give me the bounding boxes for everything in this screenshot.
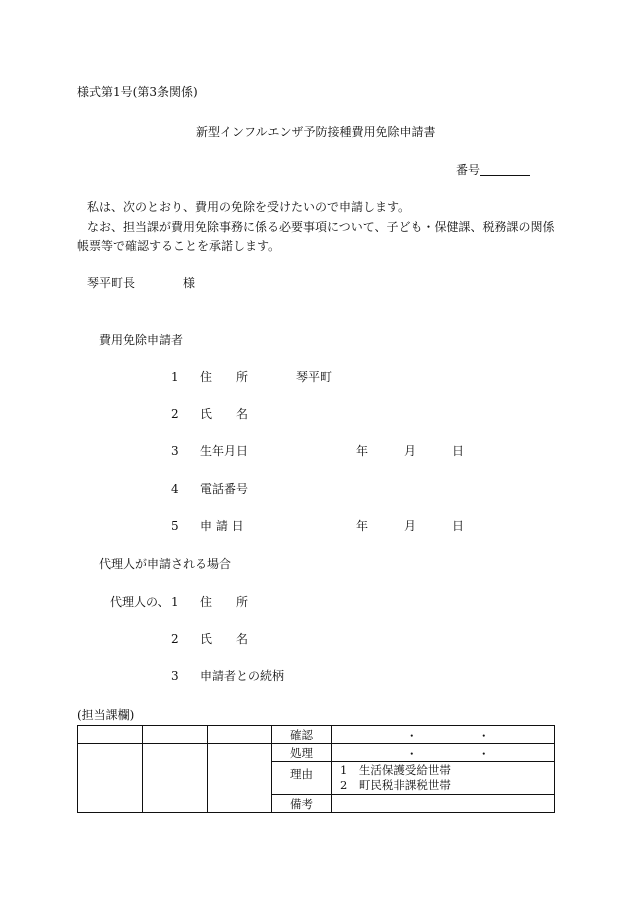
agent-field-no: 3 [171,669,179,683]
number-line [480,163,530,176]
agent-field-no: 1 [171,595,179,609]
number-field[interactable] [456,163,530,176]
stamp-cell-6[interactable] [208,744,272,813]
reason-value-cell[interactable] [332,762,555,795]
reason-label: 理由 [272,762,332,795]
process-dot-1: ・ [406,747,418,761]
reason-item-1: 1 生活保護受給世帯 [340,763,451,777]
table-row [78,726,555,744]
agent-name-label: 氏 名 [200,632,249,646]
applicant-field-no: 5 [171,519,179,533]
agent-section-heading: 代理人が申請される場合 [99,557,232,571]
applicant-field-no: 4 [171,482,179,496]
agent-address-label: 住 所 [200,595,249,609]
intro-line-3: 帳票等で確認することを承諾します。 [77,239,281,253]
intro-line-1: 私は、次のとおり、費用の免除を受けたいので申請します。 [87,200,411,214]
confirm-dot-2: ・ [478,729,490,743]
applicant-birthdate-label: 生年月日 [200,444,249,458]
agent-prefix: 代理人の、 [110,595,170,609]
applicant-field-no: 3 [171,444,179,458]
applicant-phone-label: 電話番号 [200,482,249,496]
stamp-cell-1[interactable] [78,726,143,744]
addressee-honorific: 様 [183,276,196,290]
process-dot-2: ・ [478,747,490,761]
stamp-cell-3[interactable] [208,726,272,744]
agent-relationship-label: 申請者との続柄 [200,669,285,683]
application-day-unit: 日 [452,519,465,533]
remarks-label: 備考 [272,795,332,813]
number-label: 番号 [456,163,481,177]
office-use-label: (担当課欄) [77,708,135,722]
process-label: 処理 [272,744,332,762]
applicant-field-no: 1 [171,370,179,384]
applicant-name-label: 氏 名 [200,407,249,421]
stamp-cell-5[interactable] [143,744,208,813]
table-row [78,744,555,762]
form-number-label: 様式第1号(第3条関係) [77,85,198,99]
applicant-field-no: 2 [171,407,179,421]
remarks-value-cell[interactable] [332,795,555,813]
confirm-value-cell[interactable] [332,726,555,744]
applicant-address-value[interactable]: 琴平町 [296,370,333,384]
process-value-cell[interactable] [332,744,555,762]
application-year-unit: 年 [356,519,369,533]
applicant-address-label: 住 所 [200,370,249,384]
agent-field-no: 2 [171,632,179,646]
stamp-cell-2[interactable] [143,726,208,744]
application-month-unit: 月 [404,519,417,533]
addressee-name: 琴平町長 [87,276,136,290]
applicant-section-heading: 費用免除申請者 [99,333,184,347]
reason-item-2: 2 町民税非課税世帯 [340,778,451,792]
stamp-cell-4[interactable] [78,744,143,813]
application-date-label: 申 請 日 [200,519,244,533]
office-use-table [77,725,555,813]
birth-month-unit: 月 [404,444,417,458]
confirm-dot-1: ・ [406,729,418,743]
intro-line-2: なお、担当課が費用免除事務に係る必要事項について、子ども・保健課、税務課の関係 [87,220,555,234]
birth-day-unit: 日 [452,444,465,458]
document-title: 新型インフルエンザ予防接種費用免除申請書 [196,125,436,139]
confirm-label: 確認 [272,726,332,744]
birth-year-unit: 年 [356,444,369,458]
